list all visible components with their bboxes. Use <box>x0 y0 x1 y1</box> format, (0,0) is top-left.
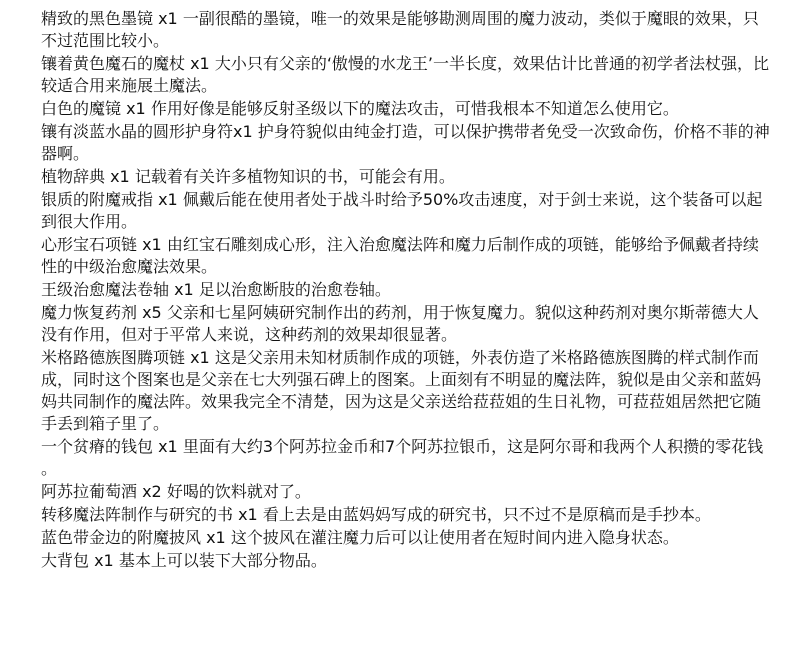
item-wallet: 一个贫瘠的钱包 x1 里面有大约3个阿苏拉金币和7个阿苏拉银币，这是阿尔哥和我两个人积攒的零花钱。 <box>41 437 764 478</box>
item-healing-scroll: 王级治愈魔法卷轴 x1 足以治愈断肢的治愈卷轴。 <box>41 280 391 299</box>
item-magic-staff: 镶着黄色魔石的魔杖 x1 大小只有父亲的‘傲慢的水龙王’一半长度，效果估计比普通的初学者法杖强，比较适合用来施展土魔法。 <box>41 54 769 95</box>
item-totem-necklace: 米格路德族图腾项链 x1 这是父亲用未知材质制作成的项链，外表仿造了米格路德族图腾的样式制作而成，同时这个图案也是父亲在七大列强石碑上的图案。上面刻有不明显的魔法阵，貌似是由父亲和蓝妈妈共同制作的魔法阵。效果我完全不清楚，因为这是父亲送给菈菈姐的生日礼物，可菈菈姐居然把它随手丢到箱子里了。 <box>41 348 762 433</box>
item-magic-mirror: 白色的魔镜 x1 作用好像是能够反射圣级以下的魔法攻击，可惜我根本不知道怎么使用它。 <box>41 99 679 118</box>
item-mana-potion: 魔力恢复药剂 x5 父亲和七星阿姨研究制作出的药剂，用于恢复魔力。貌似这种药剂对奥尔斯蒂德大人没有作用，但对于平常人来说，这种药剂的效果却很显著。 <box>41 303 759 344</box>
item-heart-necklace: 心形宝石项链 x1 由红宝石雕刻成心形，注入治愈魔法阵和魔力后制作成的项链，能够给予佩戴者持续性的中级治愈魔法效果。 <box>41 235 759 276</box>
item-research-book: 转移魔法阵制作与研究的书 x1 看上去是由蓝妈妈写成的研究书，只不过不是原稿而是手抄本。 <box>41 505 711 524</box>
item-enchanted-ring: 银质的附魔戒指 x1 佩戴后能在使用者处于战斗时给予50%攻击速度，对于剑士来说，这个装备可以起到很大作用。 <box>41 190 763 231</box>
item-plant-dictionary: 植物辞典 x1 记载着有关许多植物知识的书，可能会有用。 <box>41 167 455 186</box>
item-backpack: 大背包 x1 基本上可以装下大部分物品。 <box>41 551 327 570</box>
item-wine: 阿苏拉葡萄酒 x2 好喝的饮料就对了。 <box>41 482 311 501</box>
item-sunglasses: 精致的黑色墨镜 x1 一副很酷的墨镜，唯一的效果是能够勘测周围的魔力波动，类似于魔眼的效果，只不过范围比较小。 <box>41 9 759 50</box>
item-enchanted-cloak: 蓝色带金边的附魔披风 x1 这个披风在灌注魔力后可以让使用者在短时间内进入隐身状态。 <box>41 528 679 547</box>
item-amulet: 镶有淡蓝水晶的圆形护身符x1 护身符貌似由纯金打造，可以保护携带者免受一次致命伤，价格不菲的神器啊。 <box>41 122 770 163</box>
